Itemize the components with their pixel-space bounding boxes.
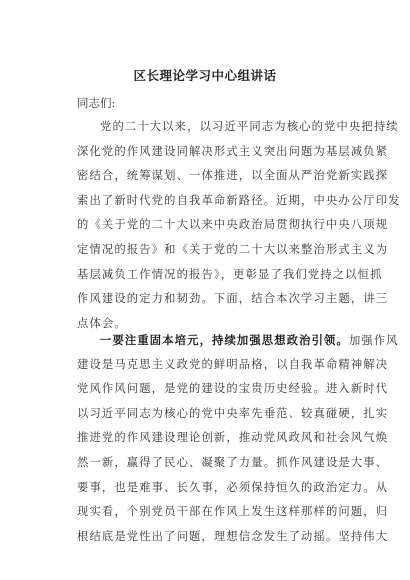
text-line: 作风建设的定力和韧劲。下面，结合本次学习主题，讲三 (77, 292, 389, 306)
text-line: 党的二十大以来，以习近平同志为核心的党中央把持续 (100, 120, 399, 133)
text-line: 的《关于党的二十大以来中央政治局贯彻执行中央八项规 (77, 218, 389, 232)
text-line: 索出了新时代党的自我革命新路径。近期，中央办公厅印发 (77, 193, 401, 207)
text-line: 然一新，赢得了民心、凝聚了力量。抓作风建设是大事、 (77, 455, 389, 469)
text-line: 以习近平同志为核心的党中央率先垂范、较真碰硬，扎实 (77, 406, 389, 420)
text-line: 党风作风问题，是党的建设的宝贵历史经验。进入新时代 (77, 382, 389, 396)
text-line: 点体会。 (77, 316, 127, 330)
text-line: 密结合，统筹谋划、一体推进，以全面从严治党新实践探 (77, 169, 389, 183)
salutation: 同志们: (77, 96, 116, 110)
section-heading: 一要注重固本培元，持续加强思想政治引领。 (100, 333, 349, 347)
text-line: 要事，也是难事、长久事，必须保持恒久的政治定力。从 (77, 480, 389, 494)
paragraph-intro (77, 115, 401, 336)
paragraph-point-one (77, 328, 399, 549)
text-line: 推进党的作风建设理论创新，推动党风政风和社会风气焕 (77, 431, 389, 445)
text-line: 建设是马克思主义政党的鲜明品格，以自我革命精神解决 (77, 357, 389, 371)
text-run: 加强作风 (348, 334, 399, 347)
text-line: 定情况的报告》和《关于党的二十大以来整治形式主义为 (77, 242, 389, 256)
text-line: 现实看，个别党员干部在作风上发生这样那样的问题，归 (77, 505, 389, 519)
document-title: 区长理论学习中心组讲话 (133, 68, 277, 83)
text-line: 深化党的作风建设同解决形式主义突出问题为基层减负紧 (77, 144, 389, 158)
text-line: 基层减负工作情况的报告》，更彰显了我们党持之以恒抓 (77, 267, 383, 281)
text-line (77, 328, 399, 353)
text-line: 根结底是党性出了问题，理想信念发生了动摇。坚持伟大 (77, 529, 389, 543)
